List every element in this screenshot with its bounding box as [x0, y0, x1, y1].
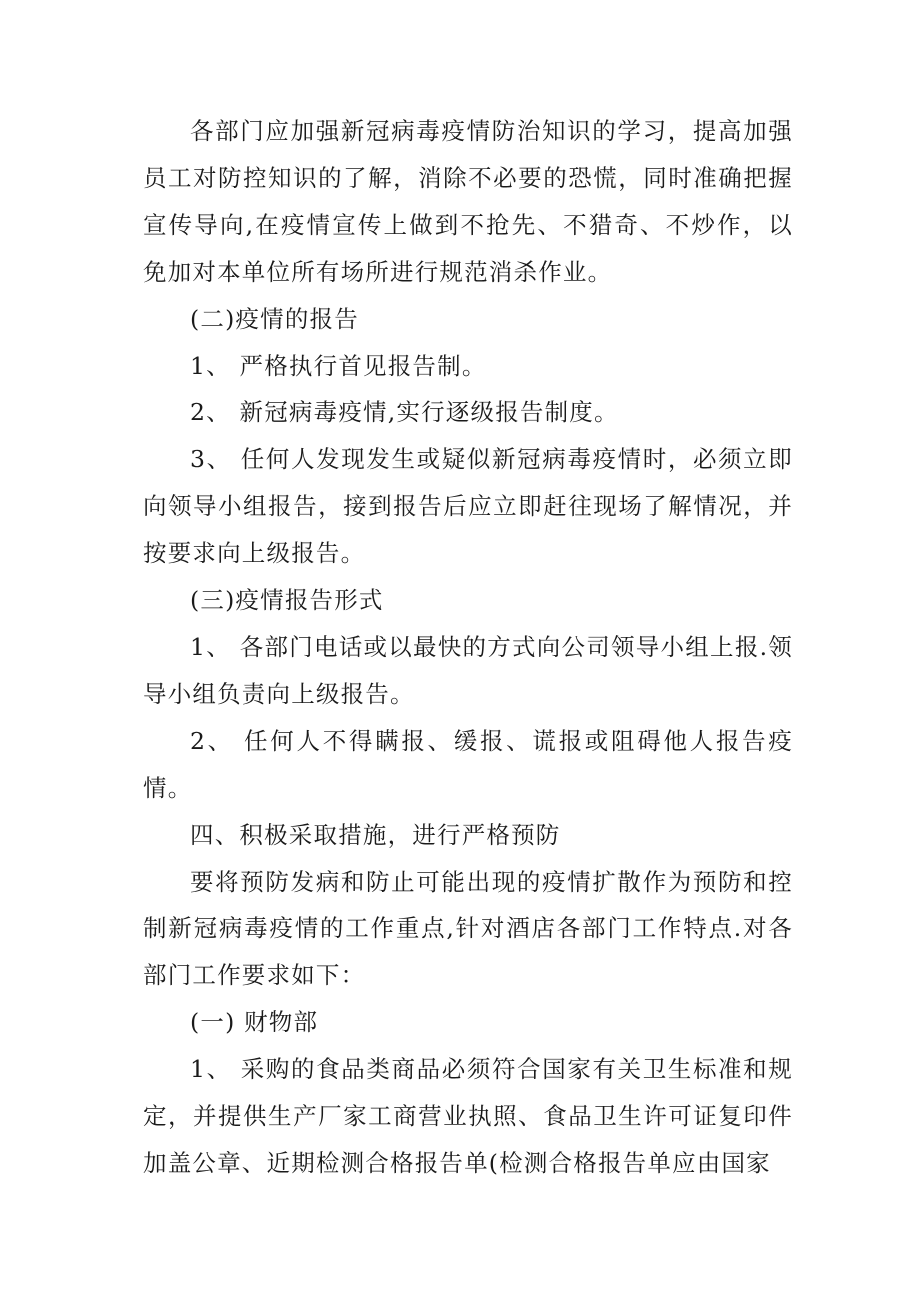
list-item: 3、 任何人发现发生或疑似新冠病毒疫情时，必须立即向领导小组报告，接到报告后应立即赶往现场了解情况，并按要求向上级报告。 — [143, 445, 793, 568]
list-item: 2、 新冠病毒疫情,实行逐级报告制度。 — [190, 398, 619, 427]
list-item: 2、 任何人不得瞒报、缓报、谎报或阻碍他人报告疫情。 — [143, 726, 793, 802]
list-item: 1、 各部门电话或以最快的方式向公司领导小组上报.领导小组负责向上级报告。 — [143, 632, 793, 708]
paragraph-intro: 各部门应加强新冠病毒疫情防治知识的学习，提高加强员工对防控知识的了解，消除不必要的恐慌，同时准确把握宣传导向,在疫情宣传上做到不抢先、不猎奇、不炒作，以免加对本单位所有场所进行规范消杀作业。 — [143, 117, 793, 286]
list-item: 1、 严格执行首见报告制。 — [190, 351, 487, 380]
section-heading-report: (二)疫情的报告 — [190, 304, 359, 333]
section-heading-finance: (一) 财物部 — [190, 1008, 319, 1037]
section-heading-report-form: (三)疫情报告形式 — [190, 586, 384, 615]
section-heading-measures: 四、积极采取措施，进行严格预防 — [190, 820, 561, 849]
paragraph-measures: 要将预防发病和防止可能出现的疫情扩散作为预防和控制新冠病毒疫情的工作重点,针对酒店各部门工作特点.对各部门工作要求如下： — [143, 867, 793, 990]
document-body — [143, 108, 793, 1187]
list-item: 1、 采购的食品类商品必须符合国家有关卫生标准和规定，并提供生产厂家工商营业执照、食品卫生许可证复印件加盖公章、近期检测合格报告单(检测合格报告单应由国家 — [143, 1055, 793, 1177]
